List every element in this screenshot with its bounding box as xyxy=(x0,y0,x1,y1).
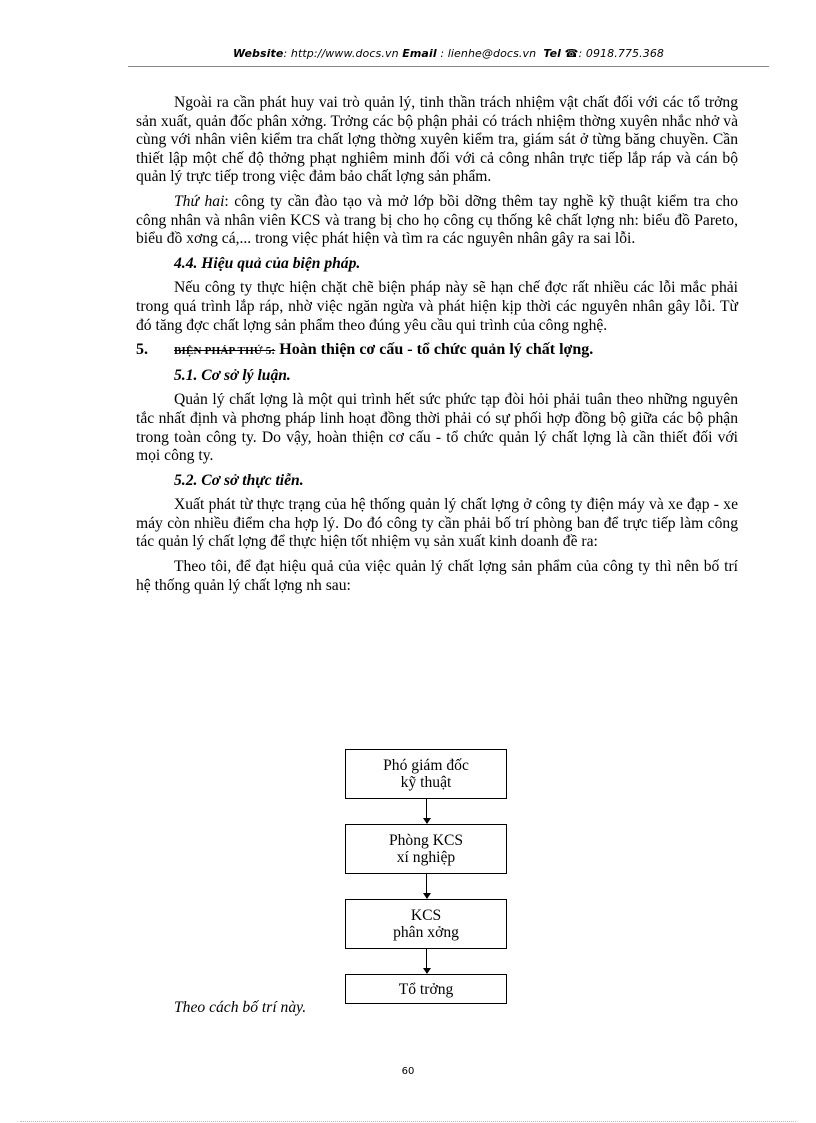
heading-5-title: Hoàn thiện cơ cấu - tổ chức quản lý chất lợng. xyxy=(275,341,594,359)
flow-arrow-2 xyxy=(426,873,427,898)
flow-box-1-line-2: kỹ thuật xyxy=(400,774,452,791)
heading-5-number: 5. xyxy=(136,341,148,359)
paragraph-2 xyxy=(136,193,738,249)
page-number: 60 xyxy=(401,1066,415,1077)
footer-divider xyxy=(20,1121,796,1122)
heading-5-2: 5.2. Cơ sở thực tiễn. xyxy=(174,471,304,489)
document-body xyxy=(136,94,738,601)
heading-5-1: 5.1. Cơ sở lý luận. xyxy=(174,366,291,384)
flow-box-kcs-workshop xyxy=(345,899,507,949)
website-value[interactable]: : http://www.docs.vn xyxy=(283,47,399,60)
email-value[interactable]: : lienhe@docs.vn xyxy=(440,47,537,60)
paragraph-6: Theo tôi, để đạt hiệu quả của việc quản lý chất lợng sản phẩm của công ty thì nên bố trí hệ thống quản lý chất lợng nh sau: xyxy=(136,558,738,594)
flow-box-1-line-1: Phó giám đốc xyxy=(383,757,469,774)
paragraph-2-lead: Thứ hai xyxy=(174,192,225,210)
flow-box-3-line-1: KCS xyxy=(410,907,442,924)
flow-box-3-line-2: phân xởng xyxy=(393,924,459,941)
heading-4-4: 4.4. Hiệu quả của biện pháp. xyxy=(174,254,361,272)
tel-label: Tel xyxy=(543,47,562,60)
flow-box-2-line-1: Phòng KCS xyxy=(388,832,464,849)
page-header xyxy=(128,47,769,60)
paragraph-1: Ngoài ra cần phát huy vai trò quản lý, tinh thần trách nhiệm vật chất đối với các tổ trởng sản xuất, quản đốc phân xởng. Trởng các bộ phận phải có trách nhiệm thờng xuyên nhắc nhở và cùng với nhân viên kiểm tra chất lợng thờng xuyên kiểm tra, giám sát ở từng băng chuyền. Cần thiết lập một chế độ thởng phạt nghiêm minh đối với cả công nhân trực tiếp lắp ráp và cán bộ quản lý trực tiếp trong việc đảm bảo chất lợng sản phẩm. xyxy=(136,94,738,186)
paragraph-2-text: : công ty cần đào tạo và mở lớp bồi dỡng thêm tay nghề kỹ thuật kiểm tra cho công nhân và nhân viên KCS và trang bị cho họ công cụ thống kê chất lợng nh: biểu đồ Pareto, biểu đồ xơng cá,... trong việc phát hiện và tìm ra các nguyên nhân gây ra sai lỗi. xyxy=(136,192,739,248)
header-divider xyxy=(128,66,769,67)
flow-box-team-leader xyxy=(345,974,507,1004)
tel-value: : 0918.775.368 xyxy=(578,47,665,60)
heading-5 xyxy=(136,341,738,361)
paragraph-4: Quản lý chất lợng là một qui trình hết sức phức tạp đòi hỏi phải tuân theo những nguyên tắc nhất định và phơng pháp linh hoạt đồng thời phải có sự phối hợp đồng bộ giữa các bộ phận trong toàn công ty. Do vậy, hoàn thiện cơ cấu - tổ chức quản lý chất lợng là cần thiết đối với mọi công ty. xyxy=(136,391,738,465)
paragraph-5: Xuất phát từ thực trạng của hệ thống quản lý chất lợng ở công ty điện máy và xe đạp - xe máy còn nhiều điểm cha hợp lý. Do đó công ty cần phải bố trí phòng ban để trực tiếp làm công tác quản lý chất lợng để thực hiện tốt nhiệm vụ sản xuất kinh doanh đề ra: xyxy=(136,496,738,551)
website-label: Website xyxy=(232,47,284,60)
flow-box-2-line-2: xí nghiệp xyxy=(396,849,456,866)
email-label: Email xyxy=(402,47,437,60)
heading-5-prefix: BIỆN PHÁP THỨ 5: xyxy=(174,345,276,358)
flow-box-deputy-director xyxy=(345,749,507,799)
flow-box-4-line-1: Tổ trởng xyxy=(398,980,454,998)
phone-icon: ☎ xyxy=(564,47,579,60)
flow-box-kcs-department xyxy=(345,824,507,874)
paragraph-3: Nếu công ty thực hiện chặt chẽ biện pháp này sẽ hạn chế đợc rất nhiều các lỗi mắc phải trong quá trình lắp ráp, nhờ việc ngăn ngừa và phát hiện kịp thời các nguyên nhân gây lỗi. Từ đó tăng đợc chất lợng sản phẩm theo đúng yêu cầu qui trình của công nghệ. xyxy=(136,279,738,334)
flowchart-caption: Theo cách bố trí này. xyxy=(174,999,307,1016)
flow-arrow-3 xyxy=(426,948,427,973)
flow-arrow-1 xyxy=(426,798,427,823)
